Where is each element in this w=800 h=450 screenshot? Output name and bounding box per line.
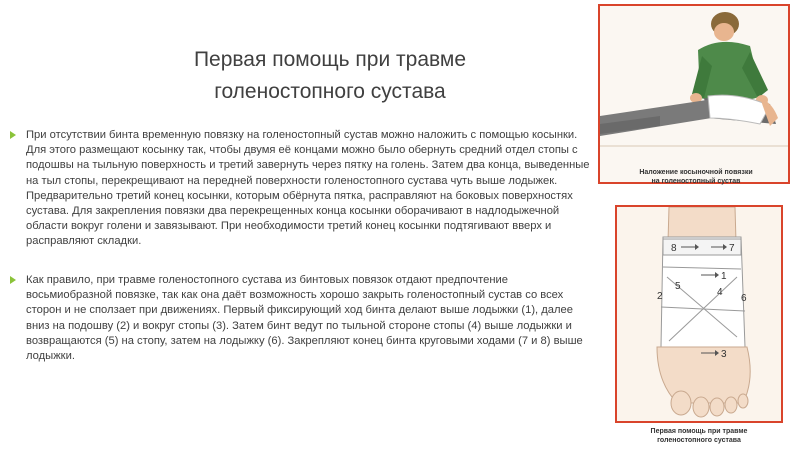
- illustration-frame: [615, 205, 783, 423]
- kneeling-helper-drawing: [600, 6, 788, 182]
- illustration-frame: [598, 4, 790, 184]
- slide-title: [120, 44, 540, 108]
- paragraph-scarf-bandage: При отсутствии бинта временную повязку на голеностопный сустав можно наложить с помощью косынки. Для этого размещают косынку так, чтобы двумя её концами можно было обернуть средний отдел стопы с подошвы на тыльную поверхность и третий завернуть через пятку на голень. Затем два конца, выведенные на тыл стопы, перекрещивают на передней поверхности голеностопного сустава чуть выше лодыжек. Предварительно третий конец косынки, которым обёрнута пятка, расправляют на боковых поверхностях сустава. Для закрепления повязки два перекрещенных конца косынки оборачивают в надлодыжечной области вокруг голени и завязывают. При необходимости третий конец косынки подтягивают вверх и расправляют складки.: [26, 129, 590, 248]
- figure-top-caption-line-2: на голеностопный сустав: [651, 178, 741, 185]
- title-line-2: голеностопного сустава: [214, 80, 446, 103]
- bandaged-foot-drawing: [617, 207, 781, 421]
- illustration-figure-eight-bandage: [615, 205, 785, 450]
- figure-bottom-caption-line-2: голеностопного сустава: [657, 437, 741, 444]
- label-6: 6: [741, 293, 747, 304]
- figure-bottom-caption-line-1: Первая помощь при травме: [650, 428, 748, 435]
- label-2: 2: [657, 291, 663, 302]
- label-8: 8: [671, 243, 677, 254]
- bullet-arrow-icon: [10, 131, 16, 139]
- label-7: 7: [729, 243, 735, 254]
- label-1: 1: [721, 271, 727, 282]
- bullet-arrow-icon: [10, 276, 16, 284]
- figure-top-caption: [616, 168, 776, 186]
- figure-top-caption-line-1: Наложение косыночной повязки: [639, 169, 753, 176]
- label-3: 3: [721, 349, 727, 360]
- illustration-scarf-bandage: [596, 0, 796, 192]
- label-5: 5: [675, 281, 681, 292]
- figure-bottom-caption: [619, 427, 779, 445]
- title-line-1: Первая помощь при травме: [193, 48, 467, 71]
- label-4: 4: [717, 287, 723, 298]
- paragraph-figure-eight-bandage: Как правило, при травме голеностопного сустава из бинтовых повязок отдают предпочтение восьмиобразной повязке, так как она даёт возможность хорошо закрыть голеностопный сустав со всех сторон и не сползает при движениях. Первый фиксирующий ход бинта делают выше лодыжки (1), далее вниз на подошву (2) и вокруг стопы (3). Затем бинт ведут по тыльной стороне стопы (4) выше лодыжки и возвращаются (5) на стопу, затем на лодыжку (6). Закрепляют конец бинта круговыми ходами (7 и 8) выше лодыжки.: [26, 274, 583, 363]
